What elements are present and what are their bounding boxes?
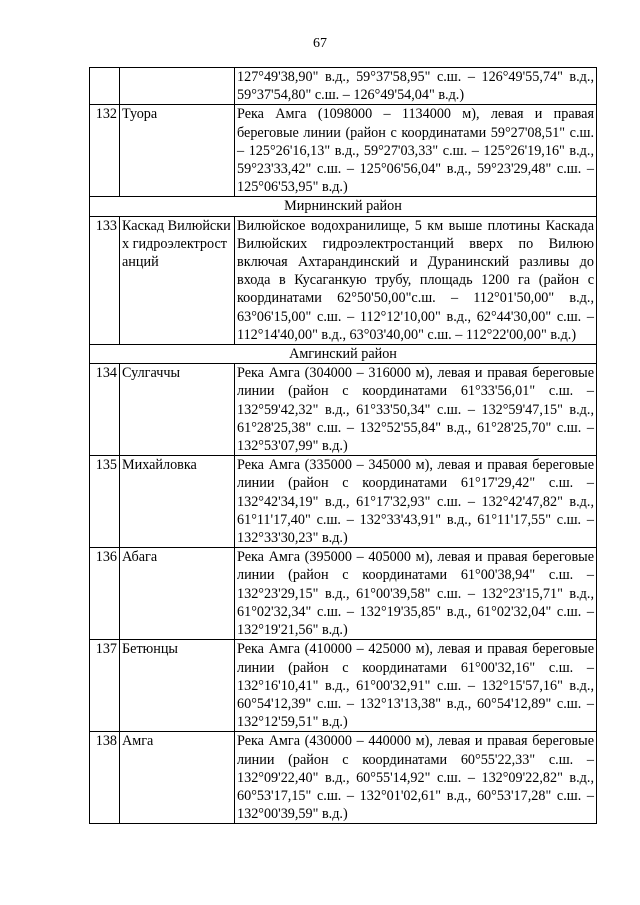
- row-number: 134: [90, 364, 120, 456]
- section-row: [90, 345, 597, 364]
- table-row: [90, 732, 597, 824]
- site-name: Сулгаччы: [120, 364, 235, 456]
- row-number: 132: [90, 105, 120, 197]
- row-number: 135: [90, 456, 120, 548]
- table-row: [90, 364, 597, 456]
- site-name: [120, 68, 235, 105]
- row-number: [90, 68, 120, 105]
- table-row: [90, 640, 597, 732]
- site-name: Туора: [120, 105, 235, 197]
- site-name: Абага: [120, 548, 235, 640]
- row-number: 136: [90, 548, 120, 640]
- table-row: [90, 456, 597, 548]
- row-number: 138: [90, 732, 120, 824]
- site-description: Река Амга (430000 – 440000 м), левая и правая береговые линии (район с координатами 60°55'22,33" с.ш. – 132°09'22,40" в.д., 60°55'14,92" с.ш. – 132°09'22,82" в.д., 60°53'17,15" с.ш. – 132°01'02,61" в.д., 60°53'17,28" с.ш. – 132°00'39,59" в.д.): [235, 732, 597, 824]
- site-description: Река Амга (1098000 – 1134000 м), левая и правая береговые линии (район с координатами 59°27'08,51" с.ш. – 125°26'16,13" в.д., 59°27'03,33" с.ш. – 125°26'19,16" в.д., 59°23'33,42" с.ш. – 125°06'56,04" в.д., 59°23'29,48" с.ш. – 125°06'53,95" в.д.): [235, 105, 597, 197]
- site-name: Амга: [120, 732, 235, 824]
- row-number: 133: [90, 216, 120, 344]
- site-description: Река Амга (335000 – 345000 м), левая и правая береговые линии (район с координатами 61°17'29,42" с.ш. – 132°42'34,19" в.д., 61°17'32,93" с.ш. – 132°42'47,82" в.д., 61°11'17,40" с.ш. – 132°33'43,91" в.д., 61°11'17,55" с.ш. – 132°33'30,23" в.д.): [235, 456, 597, 548]
- site-description: 127°49'38,90" в.д., 59°37'58,95" с.ш. – 126°49'55,74" в.д., 59°37'54,80" с.ш. – 126°49'54,04" в.д.): [235, 68, 597, 105]
- site-description: Вилюйское водохранилище, 5 км выше плотины Каскада Вилюйских гидроэлектростанций вверх по Вилюю включая Ахтарандинский и Дуранинский разливы до входа в Кусаганкую трубу, площадь 1200 га (район с координатами 62°50'50,00"с.ш. – 112°01'50,00" в.д., 63°06'15,00" с.ш. – 112°12'10,00" в.д., 62°44'30,00" с.ш. – 112°14'40,00" в.д., 63°03'40,00" с.ш. – 112°22'00,00" в.д.): [235, 216, 597, 344]
- table-row: [90, 68, 597, 105]
- page-number: 67: [313, 36, 327, 51]
- site-name: Каскад Вилюйских гидроэлектростанций: [120, 216, 235, 344]
- table-row: [90, 548, 597, 640]
- section-title-amga: Амгинский район: [90, 345, 597, 364]
- site-description: Река Амга (395000 – 405000 м), левая и правая береговые линии (район с координатами 61°00'38,94" с.ш. – 132°23'29,15" в.д., 61°00'39,58" с.ш. – 132°23'15,71" в.д., 61°02'32,34" с.ш. – 132°19'35,85" в.д., 61°02'32,04" с.ш. – 132°19'21,56" в.д.): [235, 548, 597, 640]
- site-name: Бетюнцы: [120, 640, 235, 732]
- table-row: [90, 105, 597, 197]
- section-title-mirny: Мирнинский район: [90, 197, 597, 216]
- site-description: Река Амга (304000 – 316000 м), левая и правая береговые линии (район с координатами 61°33'56,01" с.ш. – 132°59'42,32" в.д., 61°33'50,34" с.ш. – 132°59'47,15" в.д., 61°28'25,38" с.ш. – 132°52'55,84" в.д., 61°28'25,70" с.ш. – 132°53'07,99" в.д.): [235, 364, 597, 456]
- site-name: Михайловка: [120, 456, 235, 548]
- row-number: 137: [90, 640, 120, 732]
- fishing-sites-table: [89, 67, 597, 824]
- section-row: [90, 197, 597, 216]
- table-row: [90, 216, 597, 344]
- site-description: Река Амга (410000 – 425000 м), левая и правая береговые линии (район с координатами 61°00'32,16" с.ш. – 132°16'10,41" в.д., 61°00'32,91" с.ш. – 132°15'57,16" в.д., 60°54'12,39" с.ш. – 132°13'13,38" в.д., 60°54'12,89" с.ш. – 132°12'59,51" в.д.): [235, 640, 597, 732]
